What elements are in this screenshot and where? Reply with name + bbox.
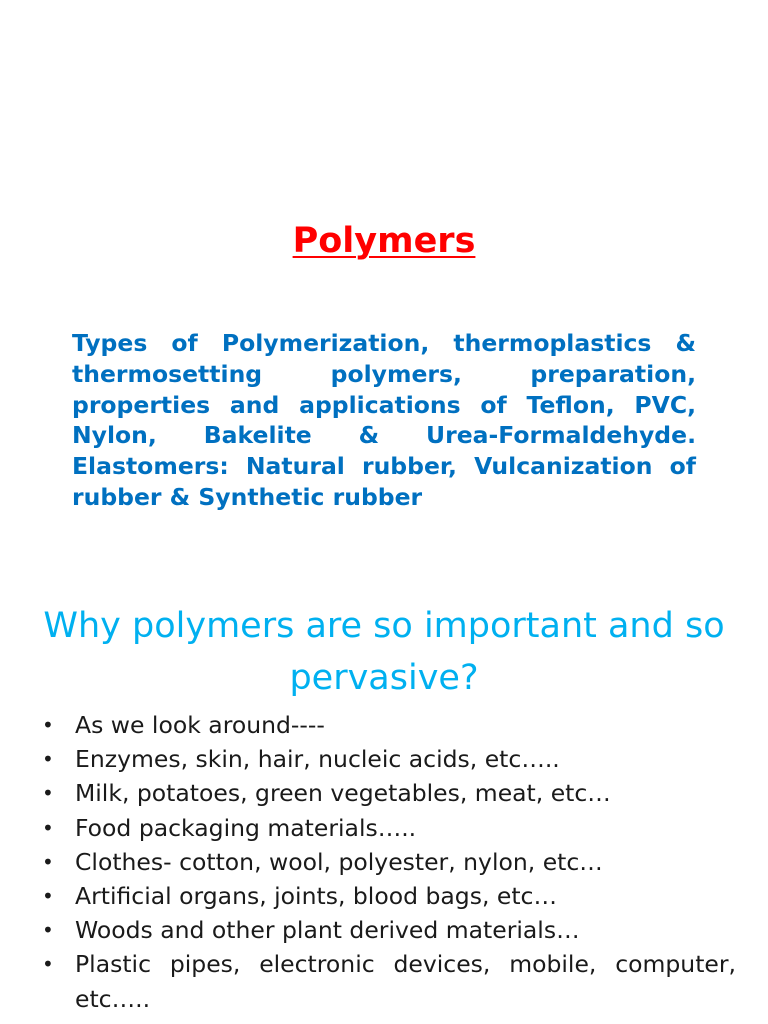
list-item (40, 913, 736, 947)
bullet-icon: • (42, 815, 54, 840)
list-item (40, 879, 736, 913)
list-item-text: Food packaging materials….. (75, 813, 417, 842)
bullet-icon: • (42, 918, 54, 943)
bullet-icon: • (42, 952, 54, 977)
list-item-text: Milk, potatoes, green vegetables, meat, etc… (75, 779, 611, 808)
page-title: Polymers (292, 221, 476, 261)
syllabus-paragraph: Types of Polymerization, thermoplastics & thermosetting polymers, preparation, properties and applications of Teflon, PVC, Nylon, Bakelite & Urea-Formaldehyde. Elastomers: Natural rubber, Vulcanization of rubber & Synthetic rubber (72, 329, 696, 511)
list-item-text: Enzymes, skin, hair, nucleic acids, etc….. (75, 745, 560, 774)
list-item (40, 708, 736, 742)
list-item-text: Clothes- cotton, wool, polyester, nylon, etc… (75, 847, 603, 876)
bullet-icon: • (42, 747, 54, 772)
list-item-text: Plastic pipes, electronic devices, mobile, computer, etc….. (75, 950, 736, 1013)
bullet-icon: • (42, 713, 54, 737)
bullet-icon: • (42, 884, 54, 909)
bullet-icon: • (42, 781, 54, 806)
list-item (40, 776, 736, 810)
list-item (40, 742, 736, 776)
list-item (40, 947, 736, 1015)
next-section-heading-cutoff (72, 1008, 696, 1024)
section-heading: Why polymers are so important and so pervasive? (43, 606, 725, 698)
list-item-text: Artificial organs, joints, blood bags, etc… (75, 882, 557, 911)
list-item-text: Woods and other plant derived materials… (75, 916, 580, 945)
list-item (40, 845, 736, 879)
bullet-list (40, 708, 736, 1016)
list-item-text: As we look around---- (75, 711, 325, 739)
list-item (40, 811, 736, 845)
bullet-icon: • (42, 849, 54, 874)
